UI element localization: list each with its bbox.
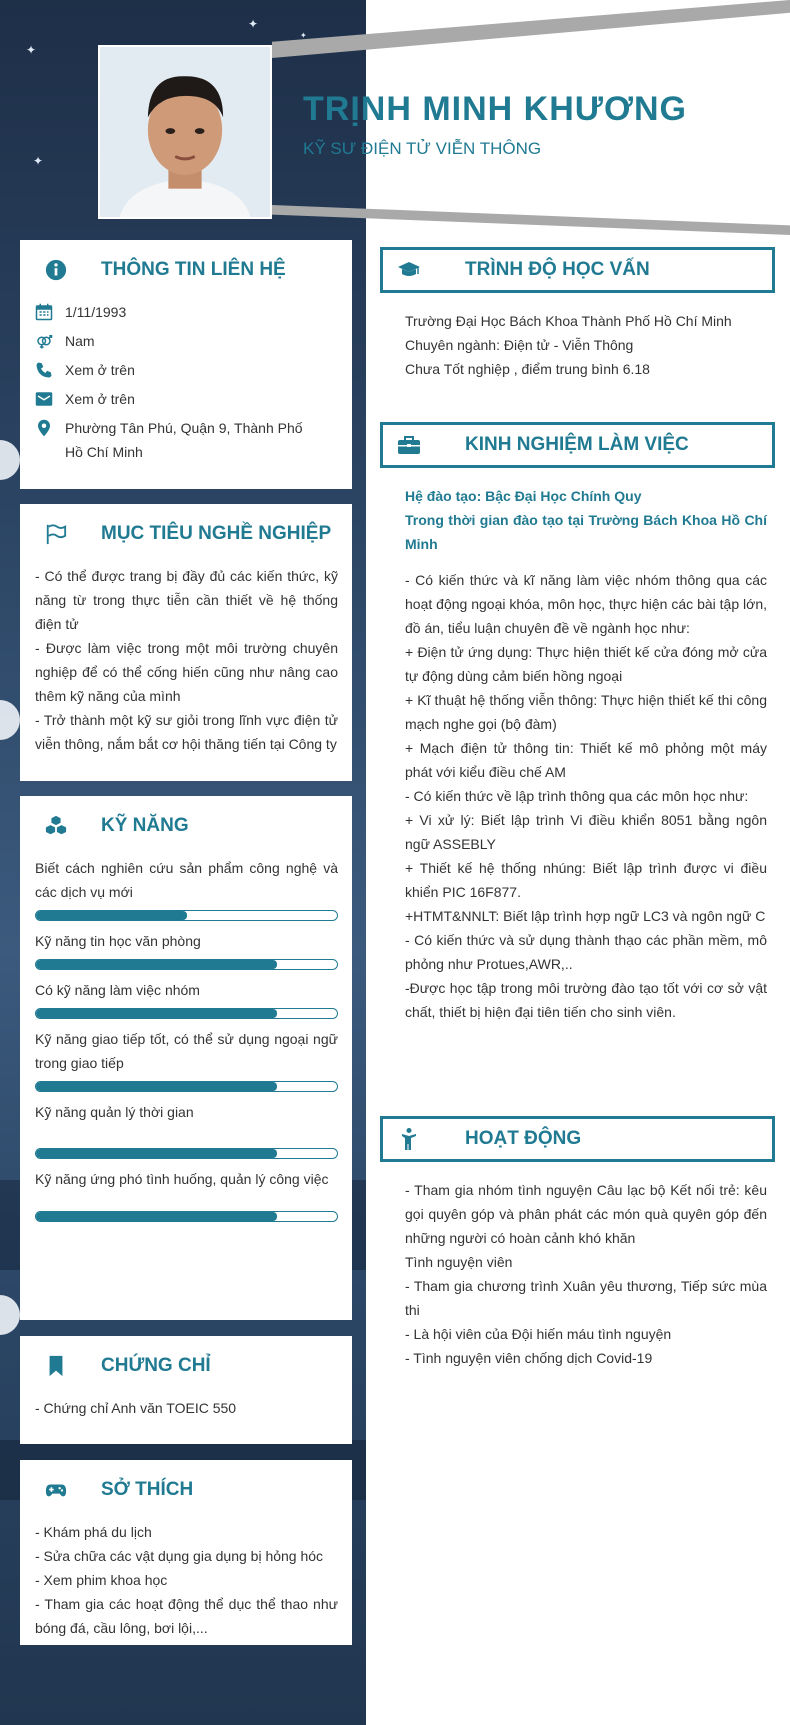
skill-item <box>35 856 338 921</box>
activity-line: Tình nguyện viên <box>405 1254 513 1270</box>
experience-section <box>380 422 775 1024</box>
experience-line: + Vi xử lý: Biết lập trình Vi điều khiển 8051 bằng ngôn ngữ ASSEBLY <box>405 812 767 852</box>
skills-list <box>35 856 338 1222</box>
skills-title: KỸ NĂNG <box>101 815 189 836</box>
activity-line: - Tham gia nhóm tình nguyện Câu lạc bộ Kết nối trẻ: kêu gọi quyên góp và phân phát các món quà quyên góp đến những người có hoàn cảnh khó khăn <box>405 1182 767 1246</box>
objective-line: - Được làm việc trong một môi trường chuyên nghiệp để có thể cống hiến cũng như nâng cao thêm kỹ năng của mình <box>35 640 338 704</box>
education-line: Chưa Tốt nghiệp , điểm trung bình 6.18 <box>405 361 650 377</box>
calendar-icon <box>35 300 53 324</box>
experience-period: Trong thời gian đào tạo tại Trường Bách Khoa Hồ Chí Minh <box>405 512 767 552</box>
gender-icon <box>35 329 53 353</box>
objective-line: - Trở thành một kỹ sư giỏi trong lĩnh vực điện tử viễn thông, nắm bắt cơ hội thăng tiến tại Công ty <box>35 712 338 752</box>
envelope-icon <box>35 387 53 411</box>
education-line: Chuyên ngành: Điện tử - Viễn Thông <box>405 337 634 353</box>
skill-progress-fill <box>36 911 187 920</box>
candidate-name: TRỊNH MINH KHƯƠNG <box>303 90 687 128</box>
objective-card <box>20 504 352 781</box>
activities-section <box>380 1116 775 1370</box>
profile-photo <box>98 45 272 219</box>
skill-item <box>35 1027 338 1092</box>
experience-line: + Kĩ thuật hệ thống viễn thông: Thực hiện thiết kế thi công mạch nghe gọi (bộ đàm) <box>405 692 767 732</box>
skill-name: Kỹ năng giao tiếp tốt, có thể sử dụng ngoại ngữ trong giao tiếp <box>35 1031 338 1071</box>
skill-progress-fill <box>36 1212 277 1221</box>
education-section <box>380 247 775 381</box>
skills-card <box>20 796 352 1320</box>
skill-progress-fill <box>36 960 277 969</box>
contact-title: THÔNG TIN LIÊN HỆ <box>101 259 286 280</box>
flag-icon <box>45 523 67 545</box>
skill-progress-bar <box>35 1008 338 1019</box>
hobby-line: - Tham gia các hoạt động thể dục thể thao như bóng đá, cầu lông, bơi lội,... <box>35 1596 338 1636</box>
phone-value: Xem ở trên <box>65 362 135 378</box>
skills-card-header <box>35 810 338 842</box>
education-body <box>380 293 775 381</box>
experience-program: Hệ đào tạo: Bậc Đại Học Chính Quy <box>405 488 642 504</box>
gamepad-icon <box>45 1479 67 1501</box>
certificates-card <box>20 1336 352 1444</box>
experience-line: - Có kiến thức và sử dụng thành thạo các phần mềm, mô phỏng như Protues,AWR,.. <box>405 932 767 972</box>
birthday-value: 1/11/1993 <box>65 304 127 320</box>
candidate-role: KỸ SƯ ĐIỆN TỬ VIỄN THÔNG <box>303 139 542 158</box>
address-value: Phường Tân Phú, Quận 9, Thành Phố Hồ Chí Minh <box>65 420 303 460</box>
skill-item <box>35 929 338 970</box>
activities-body <box>380 1162 775 1370</box>
contact-email <box>35 387 338 411</box>
briefcase-icon <box>397 433 421 457</box>
gender-value: Nam <box>65 333 95 349</box>
experience-line: + Thiết kế hệ thống nhúng: Biết lập trình được vi điều khiển PIC 16F877. <box>405 860 767 900</box>
graduation-cap-icon <box>397 258 421 282</box>
hobbies-card <box>20 1460 352 1645</box>
email-value: Xem ở trên <box>65 391 135 407</box>
experience-line: +HTMT&NNLT: Biết lập trình hợp ngữ LC3 và ngôn ngữ C <box>405 908 766 924</box>
skill-name: Kỹ năng quản lý thời gian <box>35 1104 194 1120</box>
contact-card <box>20 240 352 489</box>
phone-icon <box>35 358 53 382</box>
education-line: Trường Đại Học Bách Khoa Thành Phố Hồ Chí Minh <box>405 313 732 329</box>
skill-progress-bar <box>35 1148 338 1159</box>
avatar <box>100 47 270 217</box>
skill-progress-bar <box>35 959 338 970</box>
contact-gender <box>35 329 338 353</box>
contact-address <box>35 416 338 464</box>
certificates-title: CHỨNG CHỈ <box>101 1355 211 1376</box>
info-icon <box>45 259 67 281</box>
hobbies-card-header <box>35 1474 338 1506</box>
certificates-card-header <box>35 1350 338 1382</box>
contact-birthday <box>35 300 338 324</box>
objective-line: - Có thể được trang bị đầy đủ các kiến thức, kỹ năng từ trong thực tiễn cần thiết về hệ thống điện tử <box>35 568 338 632</box>
skill-name: Biết cách nghiên cứu sản phẩm công nghệ và các dịch vụ mới <box>35 860 338 900</box>
cubes-icon <box>45 815 67 837</box>
contact-card-header <box>35 254 338 286</box>
certificate-line: - Chứng chỉ Anh văn TOEIC 550 <box>35 1400 237 1416</box>
experience-line: + Mạch điện tử thông tin: Thiết kế mô phỏng một máy phát với kiểu điều chế AM <box>405 740 767 780</box>
skill-name: Kỹ năng ứng phó tình huống, quản lý công việc <box>35 1171 329 1187</box>
education-title: TRÌNH ĐỘ HỌC VẤN <box>465 259 650 280</box>
experience-body <box>380 468 775 1024</box>
skill-name: Kỹ năng tin học văn phòng <box>35 933 201 949</box>
skill-progress-fill <box>36 1009 277 1018</box>
skill-progress-fill <box>36 1082 277 1091</box>
activities-title: HOẠT ĐỘNG <box>465 1128 582 1149</box>
experience-header <box>380 422 775 468</box>
sidebar-background: ✦ ✦ ✦ ✦ <box>0 0 366 1725</box>
person-icon <box>397 1127 421 1151</box>
hobby-line: - Xem phim khoa học <box>35 1572 168 1588</box>
skill-progress-bar <box>35 910 338 921</box>
hobbies-title: SỞ THÍCH <box>101 1479 194 1500</box>
bookmark-icon <box>45 1355 67 1377</box>
skill-progress-bar <box>35 1211 338 1222</box>
experience-title: KINH NGHIỆM LÀM VIỆC <box>465 434 689 455</box>
activity-line: - Là hội viên của Đội hiến máu tình nguyện <box>405 1326 672 1342</box>
experience-line: -Được học tập trong môi trường đào tạo tốt với cơ sở vật chất, thiết bị hiện đại tiên tiến cho sinh viên. <box>405 980 767 1020</box>
skill-item <box>35 978 338 1019</box>
education-header <box>380 247 775 293</box>
skill-progress-bar <box>35 1081 338 1092</box>
objective-card-header <box>35 518 338 550</box>
skill-item <box>35 1100 338 1159</box>
skill-progress-fill <box>36 1149 277 1158</box>
activity-line: - Tình nguyện viên chống dịch Covid-19 <box>405 1350 653 1366</box>
skill-item <box>35 1167 338 1222</box>
hobby-line: - Khám phá du lịch <box>35 1524 152 1540</box>
contact-phone <box>35 358 338 382</box>
experience-line: - Có kiến thức và kĩ năng làm việc nhóm thông qua các hoạt động ngoại khóa, môn học, thực hiện các bài tập lớn, đồ án, tiểu luận chuyên đề về ngành học như: <box>405 572 767 636</box>
hobby-line: - Sửa chữa các vật dụng gia dụng bị hỏng hóc <box>35 1548 324 1564</box>
skill-name: Có kỹ năng làm việc nhóm <box>35 982 200 998</box>
objective-title: MỤC TIÊU NGHỀ NGHIỆP <box>101 523 332 544</box>
activity-line: - Tham gia chương trình Xuân yêu thương, Tiếp sức mùa thi <box>405 1278 767 1318</box>
experience-line: + Điện tử ứng dụng: Thực hiện thiết kế cửa đóng mở cửa tự động dùng cảm biến hồng ngoại <box>405 644 767 684</box>
activities-header <box>380 1116 775 1162</box>
experience-line: - Có kiến thức về lập trình thông qua các môn học như: <box>405 788 749 804</box>
map-marker-icon <box>35 416 53 440</box>
